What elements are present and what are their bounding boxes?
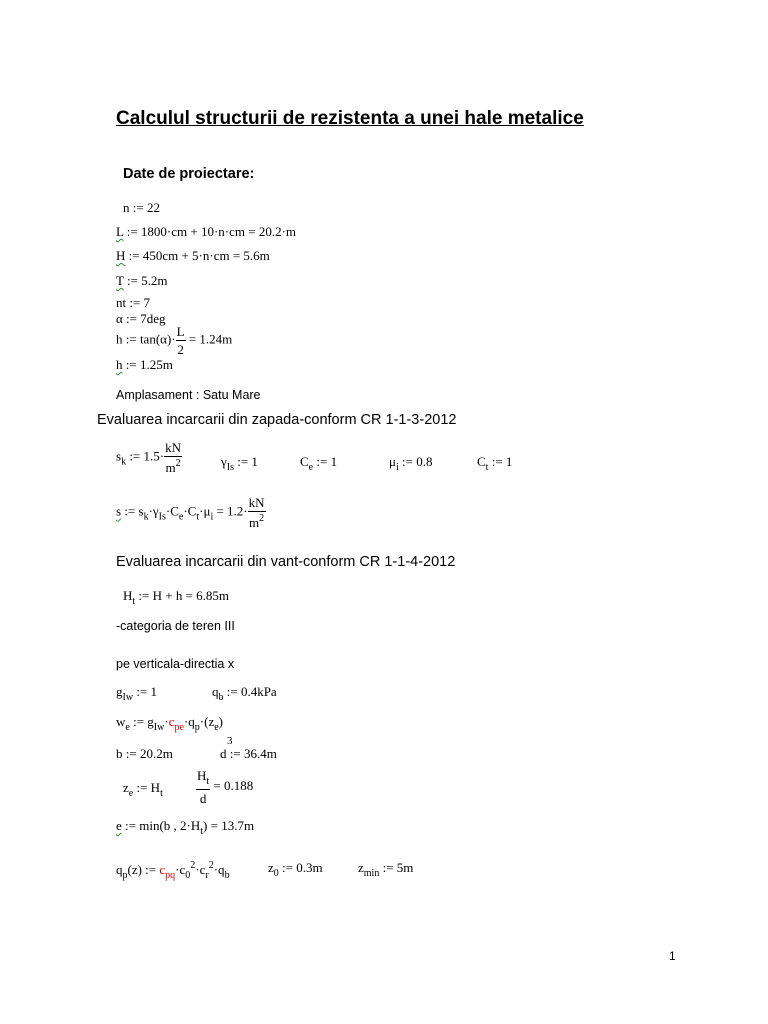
eq-h-value: h := 1.25m xyxy=(116,357,173,372)
eq-H: H := 450cm + 5·n·cm = 5.6m xyxy=(116,248,270,263)
eq-n: n := 22 xyxy=(123,200,160,215)
eq-ze: $z_e$ := $H_t$ xyxy=(123,780,163,799)
eq-ht-over-d: $\frac{H_t}{d}$ = 0.188 xyxy=(197,768,254,806)
eq-alpha: α := 7deg xyxy=(116,311,166,326)
eq-qp: $q_p(z)$ := $c_{pq}\cdot c_0^2\cdot c_r^2\cdot q_b$ xyxy=(116,860,230,881)
eq-ht: $H_t$ := H + h = 6.85m xyxy=(123,588,230,607)
eq-b: b := 20.2m xyxy=(116,746,173,761)
eq-nt: nt := 7 xyxy=(116,295,151,310)
eq-s: s := $s_k\cdot\gamma_{Is}\cdot C_e\cdot C_t\cdot\mu_i = 1.2\cdot$ $\frac{kN}{m^2}$ xyxy=(116,495,265,530)
page-number: 1 xyxy=(669,949,676,963)
eq-L: L := 1800·cm + 10·n·cm = 20.2·m xyxy=(116,224,297,239)
page-title: Calculul structurii de rezistenta a unei hale metalice xyxy=(116,108,584,129)
eq-h-calc: h := tan(α)· $\frac{L}{2}$ = 1.24m xyxy=(116,324,233,357)
snow-load-heading: Evaluarea incarcarii din zapada-conform CR 1-1-3-2012 xyxy=(97,412,457,428)
eq-z0: $z_0$ := 0.3m xyxy=(268,860,323,879)
design-data-heading: Date de proiectare: xyxy=(123,166,255,182)
vertical-direction-text: pe verticala-directia x xyxy=(116,657,235,671)
eq-d: d := 36.4m xyxy=(220,746,277,761)
location-text: Amplasament : Satu Mare xyxy=(116,388,261,402)
cube-label: 3 xyxy=(227,735,233,747)
eq-gamma-is: $\gamma_{Is}$ := 1 xyxy=(221,454,258,473)
terrain-category-text: -categoria de teren III xyxy=(116,619,235,633)
eq-zmin: $z_{min}$ := 5m xyxy=(358,860,414,879)
eq-g-iw: $g_{Iw}$ := 1 xyxy=(116,684,158,703)
eq-e: e := min(b , $2\cdot H_t) = 13.7m$ xyxy=(116,818,255,837)
eq-mu-i: $\mu_i$ := 0.8 xyxy=(389,454,433,473)
eq-qb: $q_b$ := 0.4kPa xyxy=(212,684,277,703)
eq-ce: $C_e$ := 1 xyxy=(300,454,338,473)
wind-load-heading: Evaluarea incarcarii din vant-conform CR 1-1-4-2012 xyxy=(116,554,456,570)
eq-T: T := 5.2m xyxy=(116,273,168,288)
eq-sk: $s_k$ := 1.5· $\frac{kN}{m^2}$ xyxy=(116,440,181,475)
eq-ct: $C_t$ := 1 xyxy=(477,454,513,473)
eq-we: $w_e$ := $g_{Iw}\cdot c_{pe}\cdot q_p\cdot(z_e)$ xyxy=(116,714,224,733)
